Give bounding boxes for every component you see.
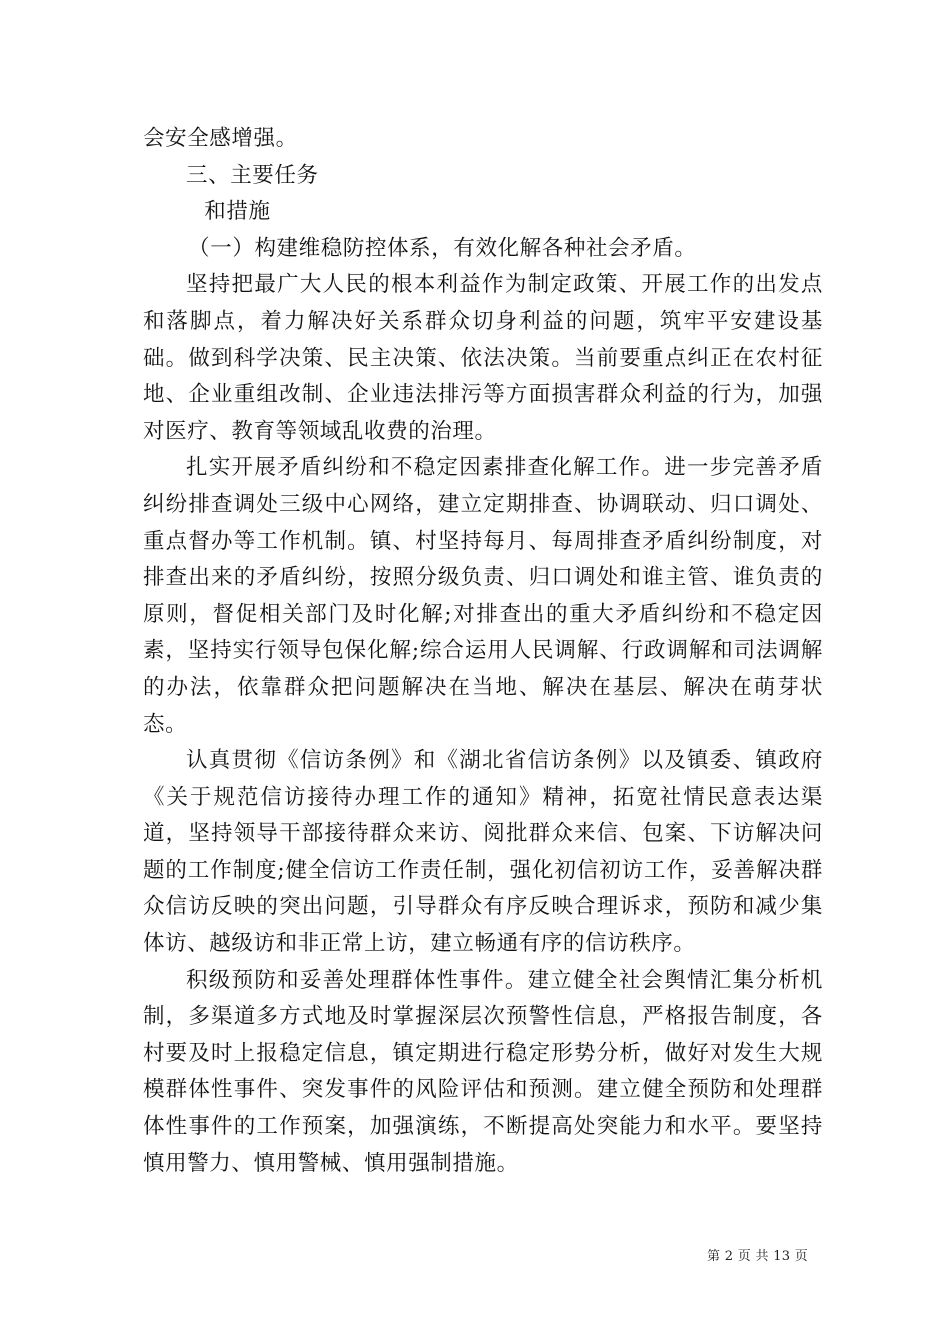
paragraph: 认真贯彻《信访条例》和《湖北省信访条例》以及镇委、镇政府《关于规范信访接待办理工作的通知》精神，拓宽社情民意表达渠道，坚持领导干部接待群众来访、阅批群众来信、包案、下访解决问题的工作制度;健全信访工作责任制，强化初信初访工作，妥善解决群众信访反映的突出问题，引导群众有序反映合理诉求，预防和减少集体访、越级访和非正常上访，建立畅通有序的信访秩序。 bbox=[143, 748, 823, 957]
paragraph: 扎实开展矛盾纠纷和不稳定因素排查化解工作。进一步完善矛盾纠纷排查调处三级中心网络，建立定期排查、协调联动、归口调处、重点督办等工作机制。镇、村坚持每月、每周排查矛盾纠纷制度，对排查出来的矛盾纠纷，按照分级负责、归口调处和谁主管、谁负责的原则，督促相关部门及时化解;对排查出的重大矛盾纠纷和不稳定因素，坚持实行领导包保化解;综合运用人民调解、行政调解和司法调解的办法，依靠群众把问题解决在当地、解决在基层、解决在萌芽状态。 bbox=[143, 455, 823, 737]
subsection-heading: （一）构建维稳防控体系，有效化解各种社会矛盾。 bbox=[188, 235, 697, 261]
paragraph: 坚持把最广大人民的根本利益作为制定政策、开展工作的出发点和落脚点，着力解决好关系群众切身利益的问题，筑牢平安建设基础。做到科学决策、民主决策、依法决策。当前要重点纠正在农村征地、企业重组改制、企业违法排污等方面损害群众利益的行为，加强对医疗、教育等领域乱收费的治理。 bbox=[143, 272, 823, 444]
document-body bbox=[143, 121, 823, 1182]
section-heading: 三、主要任务 bbox=[186, 162, 319, 188]
section-heading-continuation: 和措施 bbox=[204, 199, 271, 225]
page-number: 第 2 页 共 13 页 bbox=[707, 1249, 809, 1264]
paragraph-continuation: 会安全感增强。 bbox=[143, 126, 298, 151]
paragraph: 积级预防和妥善处理群体性事件。建立健全社会舆情汇集分析机制，多渠道多方式地及时掌握深层次预警性信息，严格报告制度，各村要及时上报稳定信息，镇定期进行稳定形势分析，做好对发生大规模群体性事件、突发事件的风险评估和预测。建立健全预防和处理群体性事件的工作预案，加强演练，不断提高处突能力和水平。要坚持慎用警力、慎用警械、慎用强制措施。 bbox=[143, 967, 823, 1176]
